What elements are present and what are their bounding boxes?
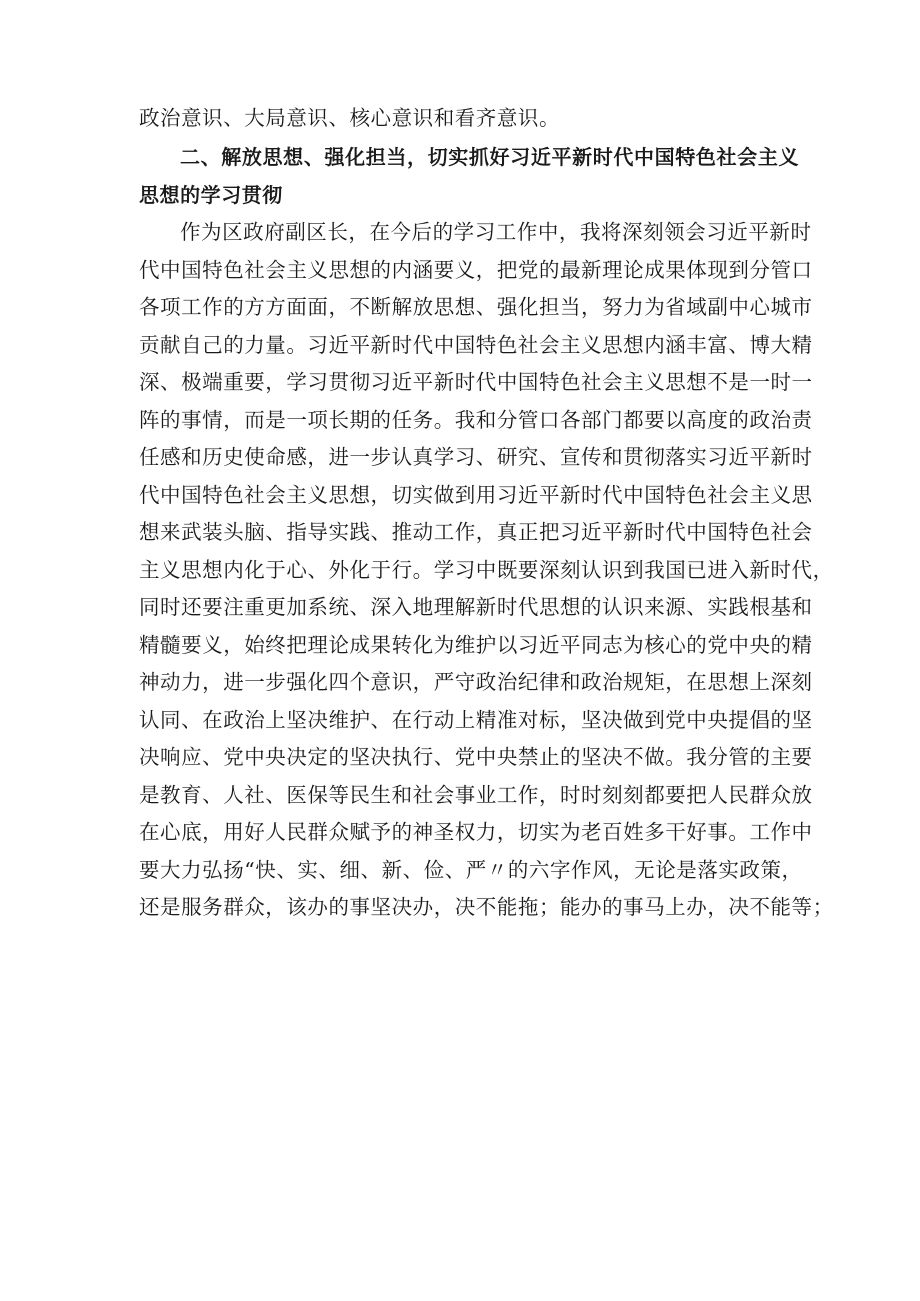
paragraph-line: 政治意识、大局意识、核心意识和看齐意识。 [139, 106, 560, 130]
paragraph-line: 神动力，进一步强化四个意识，严守政治纪律和政治规矩，在思想上深刻 [139, 670, 813, 694]
paragraph-line: 深、极端重要，学习贯彻习近平新时代中国特色社会主义思想不是一时一 [139, 370, 813, 394]
paragraph-line: 主义思想内化于心、外化于行。学习中既要深刻认识到我国已进入新时代， [139, 557, 834, 582]
paragraph-line: 同时还要注重更加系统、深入地理解新时代思想的认识来源、实践根基和 [139, 595, 813, 619]
paragraph-line: 精髓要义，始终把理论成果转化为维护以习近平同志为核心的党中央的精 [139, 632, 813, 657]
paragraph-line: 还是服务群众，该办的事坚决办，决不能拖；能办的事马上办，决不能等； [139, 895, 834, 919]
paragraph-line: 贡献自己的力量。习近平新时代中国特色社会主义思想内涵丰富、博大精 [139, 332, 813, 357]
document-page [139, 100, 834, 927]
paragraph-line: 代中国特色社会主义思想，切实做到用习近平新时代中国特色社会主义思 [139, 482, 813, 507]
paragraph-line: 任感和历史使命感，进一步认真学习、研究、宣传和贯彻落实习近平新时 [139, 445, 813, 469]
paragraph-line: 决响应、党中央决定的坚决执行、党中央禁止的坚决不做。我分管的主要 [139, 745, 813, 769]
paragraph-line: 各项工作的方方面面，不断解放思想、强化担当，努力为省域副中心城市 [139, 295, 813, 319]
section-heading-line: 二、解放思想、强化担当，切实抓好习近平新时代中国特色社会主义 [180, 145, 799, 169]
section-heading-line: 思想的学习贯彻 [139, 183, 283, 207]
paragraph-line: 是教育、人社、医保等民生和社会事业工作，时时刻刻都要把人民群众放 [139, 782, 813, 807]
paragraph-line: 阵的事情，而是一项长期的任务。我和分管口各部门都要以高度的政治责 [139, 407, 813, 432]
paragraph-line: 代中国特色社会主义思想的内涵要义，把党的最新理论成果体现到分管口 [139, 257, 813, 282]
paragraph-line: 在心底，用好人民群众赋予的神圣权力，切实为老百姓多干好事。工作中 [139, 820, 813, 844]
paragraph-line: 作为区政府副区长，在今后的学习工作中，我将深刻领会习近平新时 [180, 220, 812, 244]
paragraph-line: 想来武装头脑、指导实践、推动工作，真正把习近平新时代中国特色社会 [139, 520, 813, 544]
paragraph-line: 认同、在政治上坚决维护、在行动上精准对标，坚决做到党中央提倡的坚 [139, 707, 813, 732]
body-paragraph [139, 214, 834, 927]
section-heading [139, 138, 799, 214]
paragraph-line: 要大力弘扬“快、实、细、新、俭、严〃的六字作风，无论是落实政策， [139, 857, 803, 882]
